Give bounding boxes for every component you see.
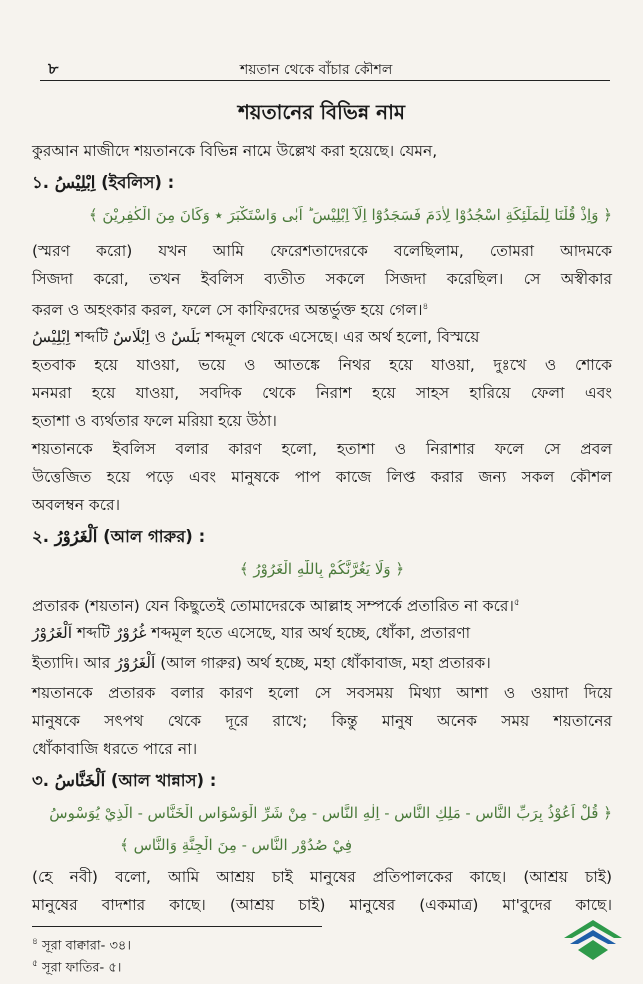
section-3-verse-line-2: فِيْ صُدُوْرِ النَّاسِ - مِنَ الْجِنَّةِ وَالنَّاسِ ﴾ (120, 836, 352, 854)
section-3-heading (32, 770, 216, 792)
section-3-translation-line: মানুষের বাদশার কাছে। (আশ্রয় চাই) মানুষের (একমাত্র) মা'বুদের কাছে। (32, 896, 612, 914)
explain-arabic-word: اِبْلِيْسُ (32, 328, 71, 346)
footnote-ref: ৪ (422, 302, 429, 312)
section-1-reason-line: উত্তেজিত হয়ে পড়ে এবং মানুষকে পাপ কাজে লিপ্ত করার জন্য সকল কৌশল (32, 468, 612, 486)
section-2-translation: প্রতারক (শয়তান) যেন কিছুতেই তোমাদেরকে আল্লাহ সম্পর্কে প্রতারিত না করে।$^৫$ (32, 597, 520, 616)
section-3-arabic-name: اَلْخَنَّاسُ (54, 771, 106, 790)
section-2-explain-line: ইত্যাদি। আর اَلْغَرُوْرُ (আল গারুর) অর্থ হচ্ছে, মহা ধোঁকাবাজ, মহা প্রতারক। (32, 654, 491, 672)
section-3-number: ৩. (32, 771, 49, 790)
section-1-translation-line: করল ও অহংকার করল, ফলে সে কাফিরদের অন্তর্ভুক্ত হয়ে গেল।$^৪$ (32, 301, 429, 320)
section-3-bangla-name: (আল খান্নাস) : (110, 771, 217, 790)
section-1-translation-line: (স্মরণ করো) যখন আমি ফেরেশতাদেরকে বলেছিলাম, তোমরা আদমকে (32, 242, 612, 260)
footnote-ref: ৫ (513, 598, 520, 608)
page-number: ৮ (48, 59, 59, 78)
section-1-heading (32, 172, 174, 194)
section-2-verse: ﴿ وَلَا يَغُرَّنَّكُمْ بِاللّٰهِ الْغَرُوْرُ ﴾ (239, 560, 405, 578)
section-1-explain-line: হতবাক হয়ে যাওয়া, ভয়ে ও আতঙ্কে নিথর হয়ে যাওয়া, দুঃখে ও শোকে (32, 356, 612, 374)
section-2-reason-line: ধোঁকাবাজি ধরতে পারে না। (32, 740, 198, 758)
section-2-number: ২. (32, 527, 49, 546)
section-2-bangla-name: (আল গারুর) : (103, 527, 206, 546)
section-1-reason-line: অবলম্বন করে। (32, 496, 121, 514)
publisher-logo-icon (560, 916, 626, 966)
section-1-verse: ﴿ وَاِذْ قُلْنَا لِلْمَلٰٓئِكَةِ اسْجُدُوْا لِاٰدَمَ فَسَجَدُوْٓا اِلَّآ اِبْلِيْسَ ؕ اَبٰى وَاسْتَكْبَرَ ٭ وَكَانَ مِنَ الْكٰفِرِيْنَ ﴾ (88, 206, 612, 224)
section-3-verse-line-1: ﴿ قُلْ اَعُوْذُ بِرَبِّ النَّاسِ - مَلِكِ النَّاسِ - اِلٰهِ النَّاسِ - مِنْ شَرِّ الْوَسْوَاسِ الْخَنَّاسِ - الَّذِيْ يُوَسْوِسُ (49, 804, 612, 822)
section-1-reason-line: শয়তানকে ইবলিস বলার কারণ হলো, হতাশা ও নিরাশার ফলে সে প্রবল (32, 440, 612, 458)
running-title: শয়তান থেকে বাঁচার কৌশল (240, 62, 393, 78)
explain-arabic-word: اَلْغَرُوْرُ (32, 624, 73, 642)
page-header (40, 50, 610, 81)
footnote: $^৪$ সূরা বাক্বারা- ৩৪। (32, 937, 132, 954)
footnote-divider (32, 926, 322, 927)
section-3-translation-line: (হে নবী) বলো, আমি আশ্রয় চাই মানুষের প্রতিপালকের কাছে। (আশ্রয় চাই) (32, 868, 612, 886)
section-2-explain-line: اَلْغَرُوْرُ শব্দটি غُرُوْرٌ শব্দমূল হতে এসেছে, যার অর্থ হচ্ছে, ধোঁকা, প্রতারণা (32, 624, 471, 642)
section-1-bangla-name: (ইবলিস) : (101, 173, 175, 192)
section-1-arabic-name: اِبْلِيْسُ (54, 173, 96, 192)
section-1-number: ১. (32, 173, 49, 192)
section-2-reason-line: শয়তানকে প্রতারক বলার কারণ হলো সে সবসময় মিথ্যা আশা ও ওয়াদা দিয়ে (32, 684, 612, 702)
page-title: শয়তানের বিভিন্ন নাম (237, 100, 406, 124)
section-1-explain-line: মনমরা হয়ে যাওয়া, সবদিক থেকে নিরাশ হয়ে সাহস হারিয়ে ফেলা এবং (32, 384, 612, 402)
section-2-heading (32, 526, 205, 548)
section-2-reason-line: মানুষকে সৎপথ থেকে দূরে রাখে; কিন্তু মানুষ অনেক সময় শয়তানের (32, 712, 612, 730)
footnote: $^৫$ সূরা ফাতির- ৫। (32, 959, 122, 976)
section-1-explain-line: اِبْلِيْسُ শব্দটি اِبْلَاسٌ ও بَلَسٌ শব্দমূল থেকে এসেছে। এর অর্থ হলো, বিস্ময়ে (32, 328, 480, 346)
intro-text: কুরআন মাজীদে শয়তানকে বিভিন্ন নামে উল্লেখ করা হয়েছে। যেমন, (32, 142, 438, 160)
section-1-translation-line: সিজদা করো, তখন ইবলিস ব্যতীত সকলে সিজদা করেছিল। সে অস্বীকার (32, 270, 612, 288)
section-1-explain-line: হতাশা ও ব্যর্থতার ফলে মরিয়া হয়ে উঠা। (32, 412, 277, 430)
section-2-arabic-name: اَلْغَرُوْرُ (54, 527, 98, 546)
